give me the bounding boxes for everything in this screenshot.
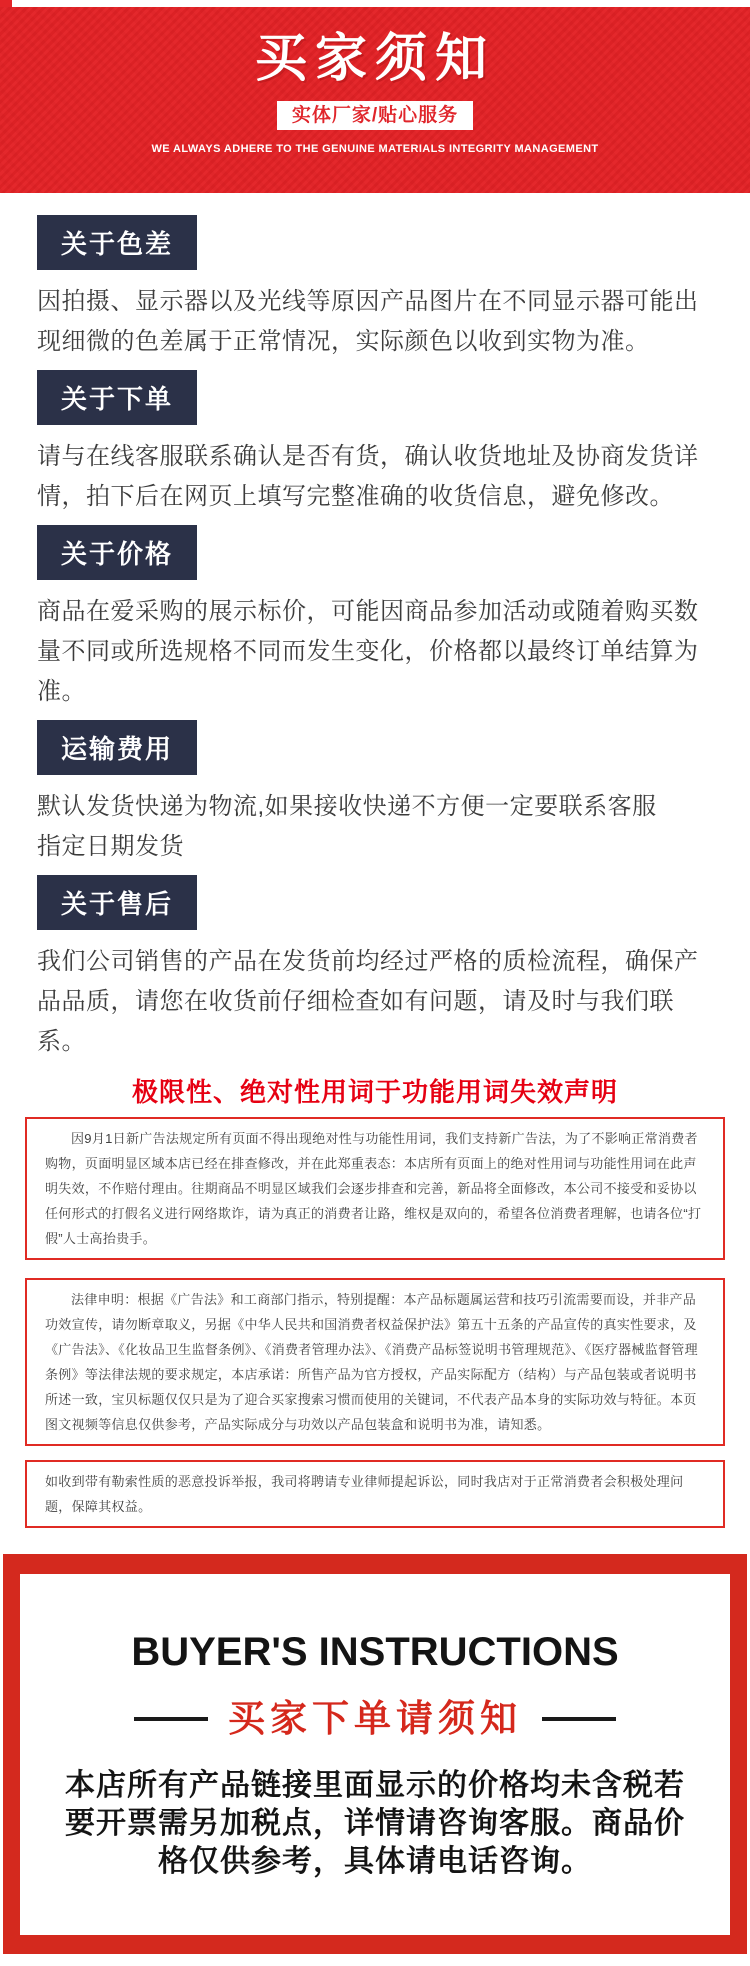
section-header: 运输费用 — [37, 720, 197, 775]
bottom-white-gap — [0, 1954, 750, 1966]
section-body: 我们公司销售的产品在发货前均经过严格的质检流程，确保产品品质，请您在收货前仔细检查如有问题，请及时与我们联系。 — [37, 948, 699, 1055]
top-left-red-mark — [0, 0, 12, 7]
section-color-difference — [37, 193, 713, 362]
footer-inner-panel — [20, 1574, 730, 1935]
section-after-sales — [37, 867, 713, 1062]
footer-notice-text: 本店所有产品链接里面显示的价格均未含税若要开票需另加税点，详情请咨询客服。商品价格仅供参考，具体请电话咨询。 — [65, 1769, 685, 1879]
footer-frame — [3, 1554, 747, 1954]
dash-right — [542, 1717, 616, 1721]
legal-box-malicious-complaint: 如收到带有勒索性质的恶意投诉举报，我司将聘请专业律师提起诉讼，同时我店对于正常消费者会积极处理问题，保障其权益。 — [25, 1460, 725, 1528]
section-body: 因拍摄、显示器以及光线等原因产品图片在不同显示器可能出现细微的色差属于正常情况，实际颜色以收到实物为准。 — [37, 288, 699, 355]
notice-sections — [0, 193, 750, 1062]
section-price — [37, 517, 713, 712]
legal-box-ad-law: 因9月1日新广告法规定所有页面不得出现绝对性与功能性用词，我们支持新广告法，为了不影响正常消费者购物，页面明显区域本店已经在排查修改，并在此郑重表态：本店所有页面上的绝对性用词与功能性用词在此声明失效，不作赔付理由。往期商品不明显区域我们会逐步排查和完善，新品将全面修改，本公司不接受和妥协以任何形式的打假名义进行网络欺诈，请为真正的消费者让路，维权是双向的，希望各位消费者理解，也请各位“打假”人士高抬贵手。 — [25, 1117, 725, 1260]
page-title: 买家须知 — [254, 30, 495, 88]
banner-tagline: WE ALWAYS ADHERE TO THE GENUINE MATERIALS INTEGRITY MANAGEMENT — [151, 143, 599, 156]
section-body: 请与在线客服联系确认是否有货，确认收货地址及协商发货详情，拍下后在网页上填写完整准确的收货信息，避免修改。 — [37, 443, 699, 510]
banner-subtitle-badge: 实体厂家/贴心服务 — [277, 101, 473, 130]
legal-boxes — [25, 1117, 725, 1528]
section-header: 关于色差 — [37, 215, 197, 270]
legal-box-legal-statement: 法律申明：根据《广告法》和工商部门指示，特别提醒：本产品标题属运营和技巧引流需要而设，并非产品功效宣传，请勿断章取义，另据《中华人民共和国消费者权益保护法》第五十五条的产品宣传的真实性要求，及《广告法》、《化妆品卫生监督条例》、《消费者管理办法》、《消费产品标签说明书管理规范》、《医疗器械监督管理条例》等法律法规的要求规定，本店承诺：所售产品为官方授权，产品实际配方（结构）与产品包装或者说明书所述一致，宝贝标题仅仅只是为了迎合买家搜索习惯而使用的关键词，不代表产品本身的实际功效与特征。本页图文视频等信息仅供参考，产品实际成分与功效以产品包装盒和说明书为准，请知悉。 — [25, 1278, 725, 1446]
section-body: 默认发货快递为物流,如果接收快递不方便一定要联系客服 指定日期发货 — [37, 793, 657, 860]
dash-left — [134, 1717, 208, 1721]
footer-title-english: BUYER'S INSTRUCTIONS — [131, 1630, 619, 1674]
section-shipping-cost — [37, 712, 713, 867]
section-ordering — [37, 362, 713, 517]
hero-banner — [0, 7, 750, 193]
footer-title-chinese: 买家下单请须知 — [228, 1698, 522, 1739]
section-header: 关于售后 — [37, 875, 197, 930]
section-body: 商品在爱采购的展示标价，可能因商品参加活动或随着购买数量不同或所选规格不同而发生变化，价格都以最终订单结算为准。 — [37, 598, 699, 705]
footer-title-row — [20, 1697, 730, 1741]
top-white-strip — [0, 0, 750, 7]
disclaimer-heading: 极限性、绝对性用词于功能用词失效声明 — [131, 1077, 618, 1107]
section-header: 关于价格 — [37, 525, 197, 580]
section-header: 关于下单 — [37, 370, 197, 425]
